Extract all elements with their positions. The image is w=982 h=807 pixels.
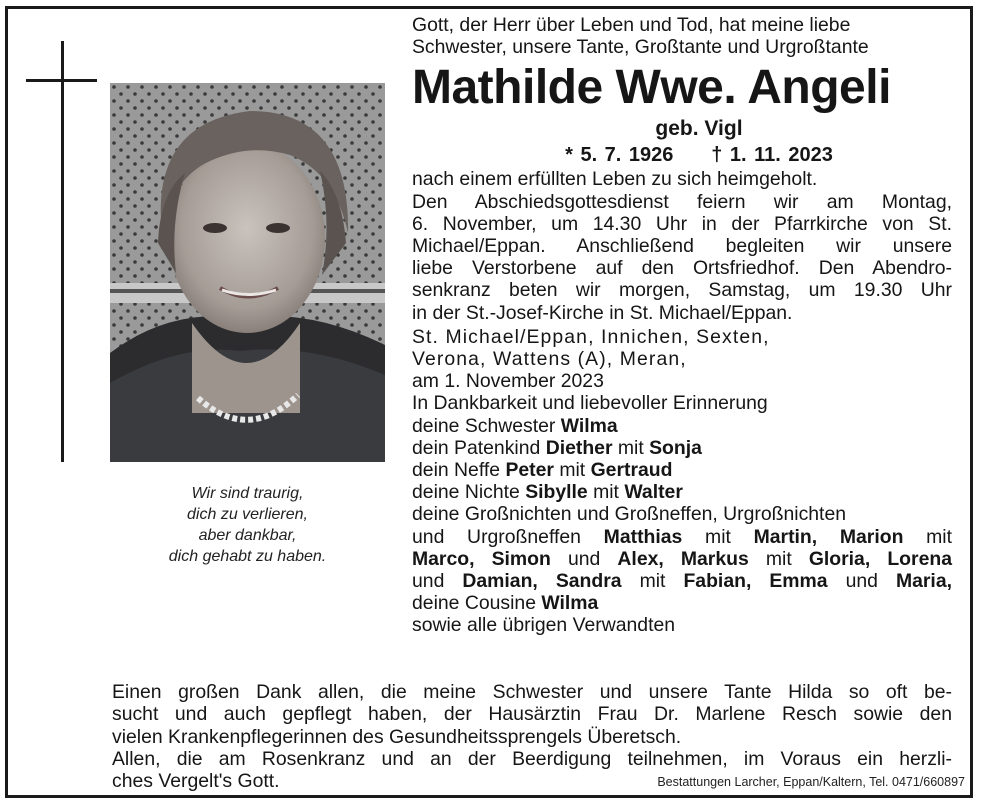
thanks-line: vielen Krankenpflegerinnen des Gesundheitssprengels Überetsch. [112,725,682,748]
mourner-line: dein Neffe Peter mit Gertraud [412,459,673,482]
poem-line: Wir sind traurig, [191,485,304,502]
intro-line: Schwester, unsere Tante, Großtante und Urgroßtante [412,36,869,59]
thanks-line: sucht und auch gepflegt haben, der Hausärztin Frau Dr. Marlene Resch sowie den [112,703,952,726]
thanks-line: Allen, die am Rosenkranz und an der Beerdigung teilnehmen, im Voraus ein herzli- [112,747,952,770]
notice-date: am 1. November 2023 [412,370,604,393]
poem-line: dich gehabt zu haben. [168,548,327,565]
thanks-line: ches Vergelt's Gott. [112,770,280,793]
announcement-line: Den Abschiedsgottesdienst feiern wir am Montag, [412,190,952,213]
mourners-intro: In Dankbarkeit und liebevoller Erinnerung [412,392,768,415]
poem-line: aber dankbar, [198,527,297,544]
mourner-line: deine Cousine Wilma [412,592,599,615]
places-line: Verona, Wattens (A), Meran, [412,348,687,371]
announcement-line: 6. November, um 14.30 Uhr in der Pfarrkirche von St. [412,212,952,235]
mourner-line: deine Großnichten und Großneffen, Urgroßnichten [412,503,847,526]
announcement-line: nach einem erfüllten Leben zu sich heimgeholt. [412,168,818,191]
mourner-line: dein Patenkind Diether mit Sonja [412,436,702,459]
mourner-line: sowie alle übrigen Verwandten [412,614,676,637]
announcement-line: liebe Verstorbene auf den Ortsfriedhof. Den Abendro- [412,257,952,280]
deceased-name: Mathilde Wwe. Angeli [412,61,891,115]
death-date: † 1. 11. 2023 [711,144,833,167]
funeral-home-credit: Bestattungen Larcher, Eppan/Kaltern, Tel. 0471/660897 [657,775,965,789]
mourner-line: und Damian, Sandra mit Fabian, Emma und Maria, [412,570,952,593]
cross-icon-vertical [61,41,64,462]
cross-icon-horizontal [26,79,97,82]
mourner-line: deine Nichte Sibylle mit Walter [412,481,683,504]
announcement-line: senkranz beten wir morgen, Samstag, um 19.30 Uhr [412,279,952,302]
announcement-line: in der St.-Josef-Kirche in St. Michael/Eppan. [412,301,793,324]
portrait-photo [110,83,385,462]
maiden-name: geb. Vigl [655,117,743,141]
poem-line: dich zu verlieren, [187,506,308,523]
mourner-line: deine Schwester Wilma [412,414,618,437]
mourner-line: Marco, Simon und Alex, Markus mit Gloria, Lorena [412,547,952,570]
places-line: St. Michael/Eppan, Innichen, Sexten, [412,325,770,348]
intro-line: Gott, der Herr über Leben und Tod, hat meine liebe [412,14,851,36]
mourner-line: und Urgroßneffen Matthias mit Martin, Marion mit [412,525,952,548]
memorial-poem [110,483,385,567]
thanks-line: Einen großen Dank allen, die meine Schwester und unsere Tante Hilda so oft be- [112,681,952,703]
birth-date: * 5. 7. 1926 [565,144,674,167]
announcement-line: Michael/Eppan. Anschließend begleiten wir unsere [412,235,952,258]
notice-main-column [412,14,952,637]
life-dates [412,142,952,168]
